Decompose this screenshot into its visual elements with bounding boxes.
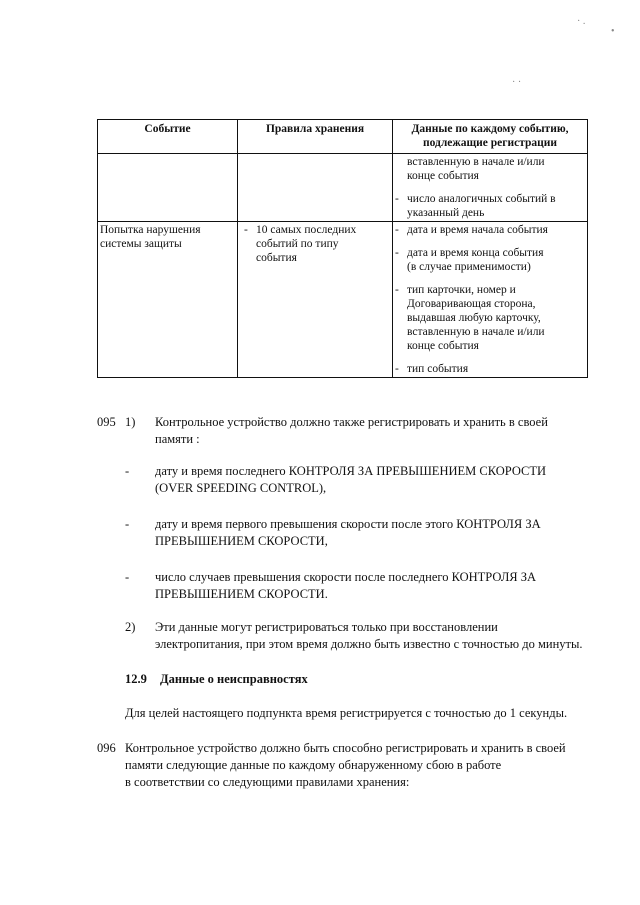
item-number: 1) bbox=[125, 415, 136, 429]
header-recorded-data: Данные по каждому событию, подлежащие регистрации bbox=[393, 120, 588, 154]
cell-storage-rule bbox=[238, 222, 393, 378]
section-heading bbox=[97, 671, 587, 691]
header-storage-rules: Правила хранения bbox=[238, 120, 393, 154]
paragraph-096 bbox=[97, 740, 587, 800]
paragraph-text: Контрольное устройство должно также регистрировать и хранить в своей памяти : bbox=[155, 415, 548, 446]
table-header-row bbox=[98, 120, 588, 154]
list-item: - число аналогичных событий в указанный день bbox=[395, 193, 556, 219]
paragraph-095: 095 1) Контрольное устройство должно также регистрировать и хранить в своей памяти : - дату и время последнего КОНТРОЛЯ ЗА ПРЕВЫШЕНИЕМ СКОРОСТИ (OVER SPEEDING CONTROL), - дату и время первого превышения скорости после этого КОНТРОЛЯ ЗА ПРЕВЫШЕНИЕМ СКОРОСТИ, - число случаев превышения скорости после последнего КОНТРОЛЯ ЗА ПРЕВЫШЕНИЕМ СКОРОСТИ. 2) Эти данные могут регистрироваться только при восстановлении электропитания, при этом время должно быть известно с точностью до минуты. bbox=[97, 415, 583, 651]
list-item: - 10 самых последних событий по типу события bbox=[244, 224, 357, 264]
scan-speck: • bbox=[611, 26, 615, 37]
list-item: - дата и время начала события bbox=[395, 224, 548, 236]
list-item: - тип карточки, номер и Договаривающая сторона, выдавшая любую карточку, вставленную в начале и/или конце события bbox=[395, 284, 545, 352]
cell-recorded-data bbox=[393, 222, 588, 378]
cell-empty bbox=[98, 154, 238, 222]
header-event: Событие bbox=[98, 120, 238, 154]
paragraph-text: Контрольное устройство должно быть способно регистрировать и хранить в своей памяти следующие данные по каждому обнаруженному сбою в работе в соответствии со следующими правилами хранения: bbox=[125, 741, 566, 789]
paragraph-text: Эти данные могут регистрироваться только при восстановлении электропитания, при этом время должно быть известно с точностью до минуты. bbox=[155, 620, 583, 651]
scan-speck: · · bbox=[512, 77, 522, 88]
section-text: Для целей настоящего подпункта время регистрируется с точностью до 1 секунды. bbox=[125, 706, 568, 720]
list-item: - тип события bbox=[395, 363, 469, 375]
table-row bbox=[98, 222, 588, 378]
list-item: дату и время последнего КОНТРОЛЯ ЗА ПРЕВЫШЕНИЕМ СКОРОСТИ (OVER SPEEDING CONTROL), bbox=[155, 464, 547, 495]
table-row bbox=[98, 154, 588, 222]
section-number: 12.9 bbox=[125, 672, 147, 686]
list-item: число случаев превышения скорости после последнего КОНТРОЛЯ ЗА ПРЕВЫШЕНИЕМ СКОРОСТИ. bbox=[155, 570, 537, 601]
list-item: вставленную в начале и/или конце события bbox=[407, 156, 545, 182]
cell-recorded-data bbox=[393, 154, 588, 222]
events-table bbox=[97, 119, 588, 378]
cell-event: Попытка нарушения системы защиты bbox=[98, 222, 238, 378]
item-number: 2) bbox=[125, 620, 136, 634]
paragraph-number: 096 bbox=[97, 741, 116, 755]
list-item: дату и время первого превышения скорости после этого КОНТРОЛЯ ЗА ПРЕВЫШЕНИЕМ СКОРОСТИ, bbox=[155, 517, 541, 548]
section-title: Данные о неисправностях bbox=[160, 672, 308, 686]
scan-speck: · . bbox=[577, 16, 586, 27]
list-item: - дата и время конца события (в случае применимости) bbox=[395, 247, 544, 273]
paragraph-number: 095 bbox=[97, 415, 116, 429]
cell-empty bbox=[238, 154, 393, 222]
